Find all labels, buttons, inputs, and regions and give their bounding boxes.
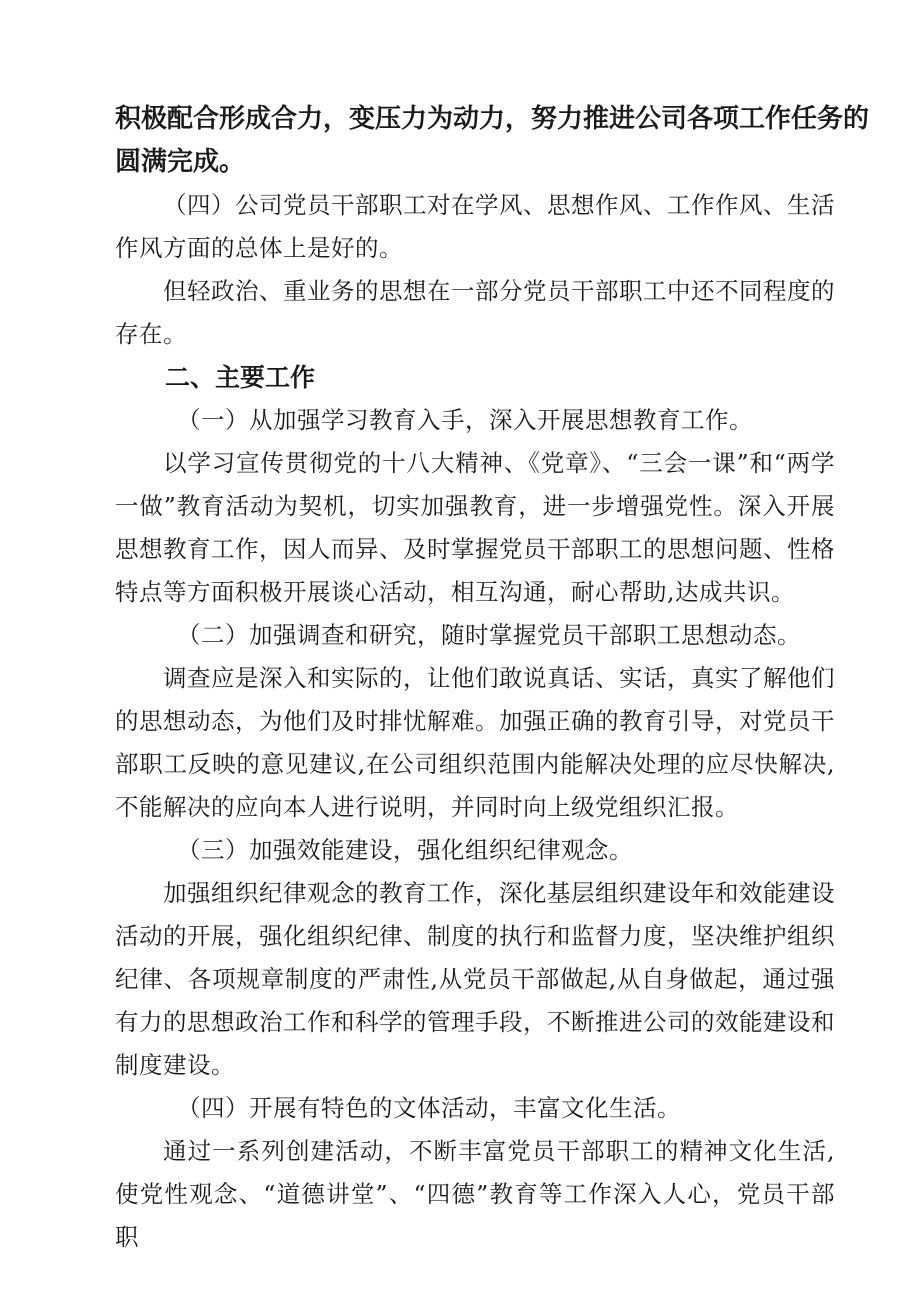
point4-body-paragraph: 但轻政治、重业务的思想在一部分党员干部职工中还不同程度的存在。 [115, 277, 835, 348]
intro-line-2: 圆满完成。 [115, 147, 246, 177]
document-body [115, 98, 870, 1259]
work-item-4-heading: （四）开展有特色的文体活动，丰富文化生活。 [177, 1094, 681, 1122]
work-item-1-body: 以学习宣传贯彻党的十八大精神、《党章》、“三会一课”和“两学一做”教育活动为契机，切实加强教育，进一步增强党性。深入开展思想教育工作，因人而异、及时掌握党员干部职工的思想问题、性格特点等方面积极开展谈心活动，相互沟通，耐心帮助,达成共识。 [115, 449, 835, 606]
intro-line-1: 积极配合形成合力，变压力为动力，努力推进公司各项工作任务的 [115, 104, 870, 134]
work-item-1-heading: （一）从加强学习教育入手，深入开展思想教育工作。 [177, 406, 753, 434]
work-item-2-body: 调查应是深入和实际的，让他们敢说真话、实话，真实了解他们的思想动态，为他们及时排忧解难。加强正确的教育引导，对党员干部职工反映的意见建议,在公司组织范围内能解决处理的应尽快解决,不能解决的应向本人进行说明，并同时向上级党组织汇报。 [115, 664, 835, 821]
work-item-3-body: 加强组织纪律观念的教育工作，深化基层组织建设年和效能建设活动的开展，强化组织纪律、制度的执行和监督力度，坚决维护组织纪律、各项规章制度的严肃性,从党员干部做起,从自身做起，通过强有力的思想政治工作和科学的管理手段，不断推进公司的效能建设和制度建设。 [115, 879, 835, 1079]
work-item-4-body: 通过一系列创建活动，不断丰富党员干部职工的精神文化生活,使党性观念、“道德讲堂”、“四德”教育等工作深入人心，党员干部职 [115, 1137, 835, 1251]
point4-heading-paragraph: （四）公司党员干部职工对在学风、思想作风、工作作风、生活作风方面的总体上是好的。 [115, 191, 835, 262]
work-item-2-heading: （二）加强调查和研究，随时掌握党员干部职工思想动态。 [177, 621, 801, 649]
section-title: 二、主要工作 [165, 363, 316, 392]
work-item-3-heading: （三）加强效能建设，强化组织纪律观念。 [177, 836, 633, 864]
